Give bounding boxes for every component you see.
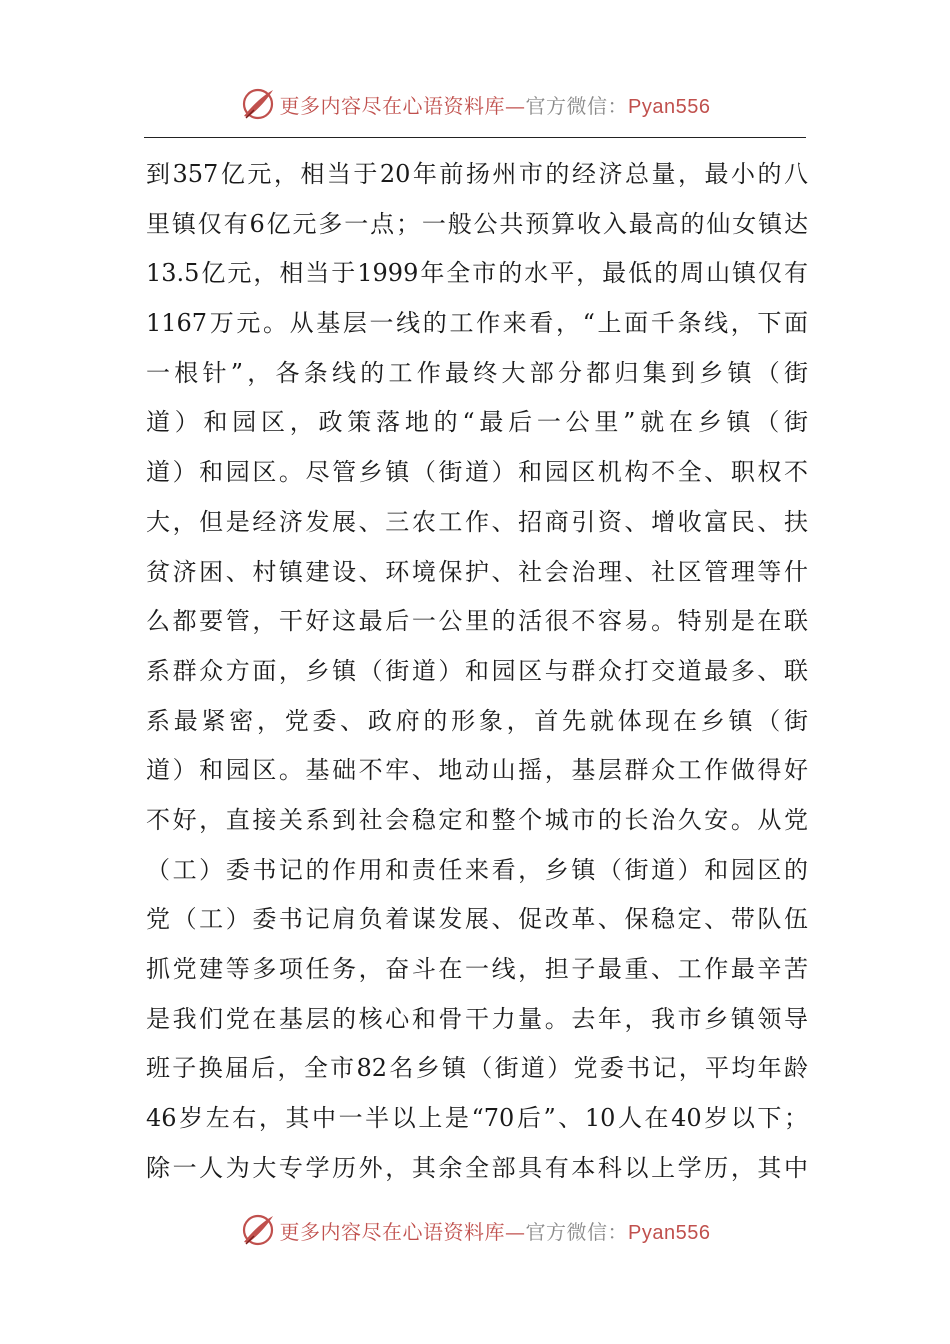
text-line: 系最紧密，党委、政府的形象，首先就体现在乡镇（街 [146,706,808,735]
text-line: （工）委书记的作用和责任来看，乡镇（街道）和园区的 [146,855,808,884]
header-divider [144,137,806,138]
text-line: 46岁左右，其中一半以上是“70后”、10人在40岁以下； [146,1104,808,1133]
text-line: 13.5亿元，相当于1999年全市的水平，最低的周山镇仅有 [146,259,808,288]
document-body [146,150,808,1193]
footer-banner [0,1208,950,1252]
text-line: 道）和园区。尽管乡镇（街道）和园区机构不全、职权不 [146,458,808,487]
text-line: 抓党建等多项任务，奋斗在一线，担子最重、工作最辛苦 [146,955,808,983]
text-line: 一根针”，各条线的工作最终大部分都归集到乡镇（街 [146,358,808,387]
text-line: 党（工）委书记肩负着谋发展、促改革、保稳定、带队伍 [146,905,808,934]
text-line: 是我们党在基层的核心和骨干力量。去年，我市乡镇领导 [146,1004,808,1033]
text-line: 里镇仅有6亿元多一点；一般公共预算收入最高的仙女镇达 [146,209,808,238]
text-line: 除一人为大专学历外，其余全部具有本科以上学历，其中 [146,1153,808,1182]
text-line: 大，但是经济发展、三农工作、招商引资、增收富民、扶 [146,507,808,536]
text-line: 系群众方面，乡镇（街道）和园区与群众打交道最多、联 [146,656,808,685]
text-line: 1167万元。从基层一线的工作来看，“上面千条线，下面 [146,309,808,338]
text-line: 不好，直接关系到社会稳定和整个城市的长治久安。从党 [146,805,808,834]
text-line: 贫济困、村镇建设、环境保护、社会治理、社区管理等什 [146,557,808,586]
header-banner-text: 更多内容尽在心语资料库—官方微信：Pyan556 [279,93,711,118]
text-line: 班子换届后，全市82名乡镇（街道）党委书记，平均年龄 [146,1054,808,1083]
quill-pen-logo-icon [240,1212,276,1248]
text-line: 到357亿元，相当于20年前扬州市的经济总量，最小的八 [146,160,808,188]
footer-banner-text: 更多内容尽在心语资料库—官方微信：Pyan556 [279,1219,711,1244]
text-line: 道）和园区。基础不牢、地动山摇，基层群众工作做得好 [146,756,808,785]
header-banner [0,82,950,126]
text-line: 么都要管，干好这最后一公里的活很不容易。特别是在联 [146,607,808,636]
quill-pen-logo-icon [240,86,276,122]
text-line: 道）和园区，政策落地的“最后一公里”就在乡镇（街 [146,408,808,437]
